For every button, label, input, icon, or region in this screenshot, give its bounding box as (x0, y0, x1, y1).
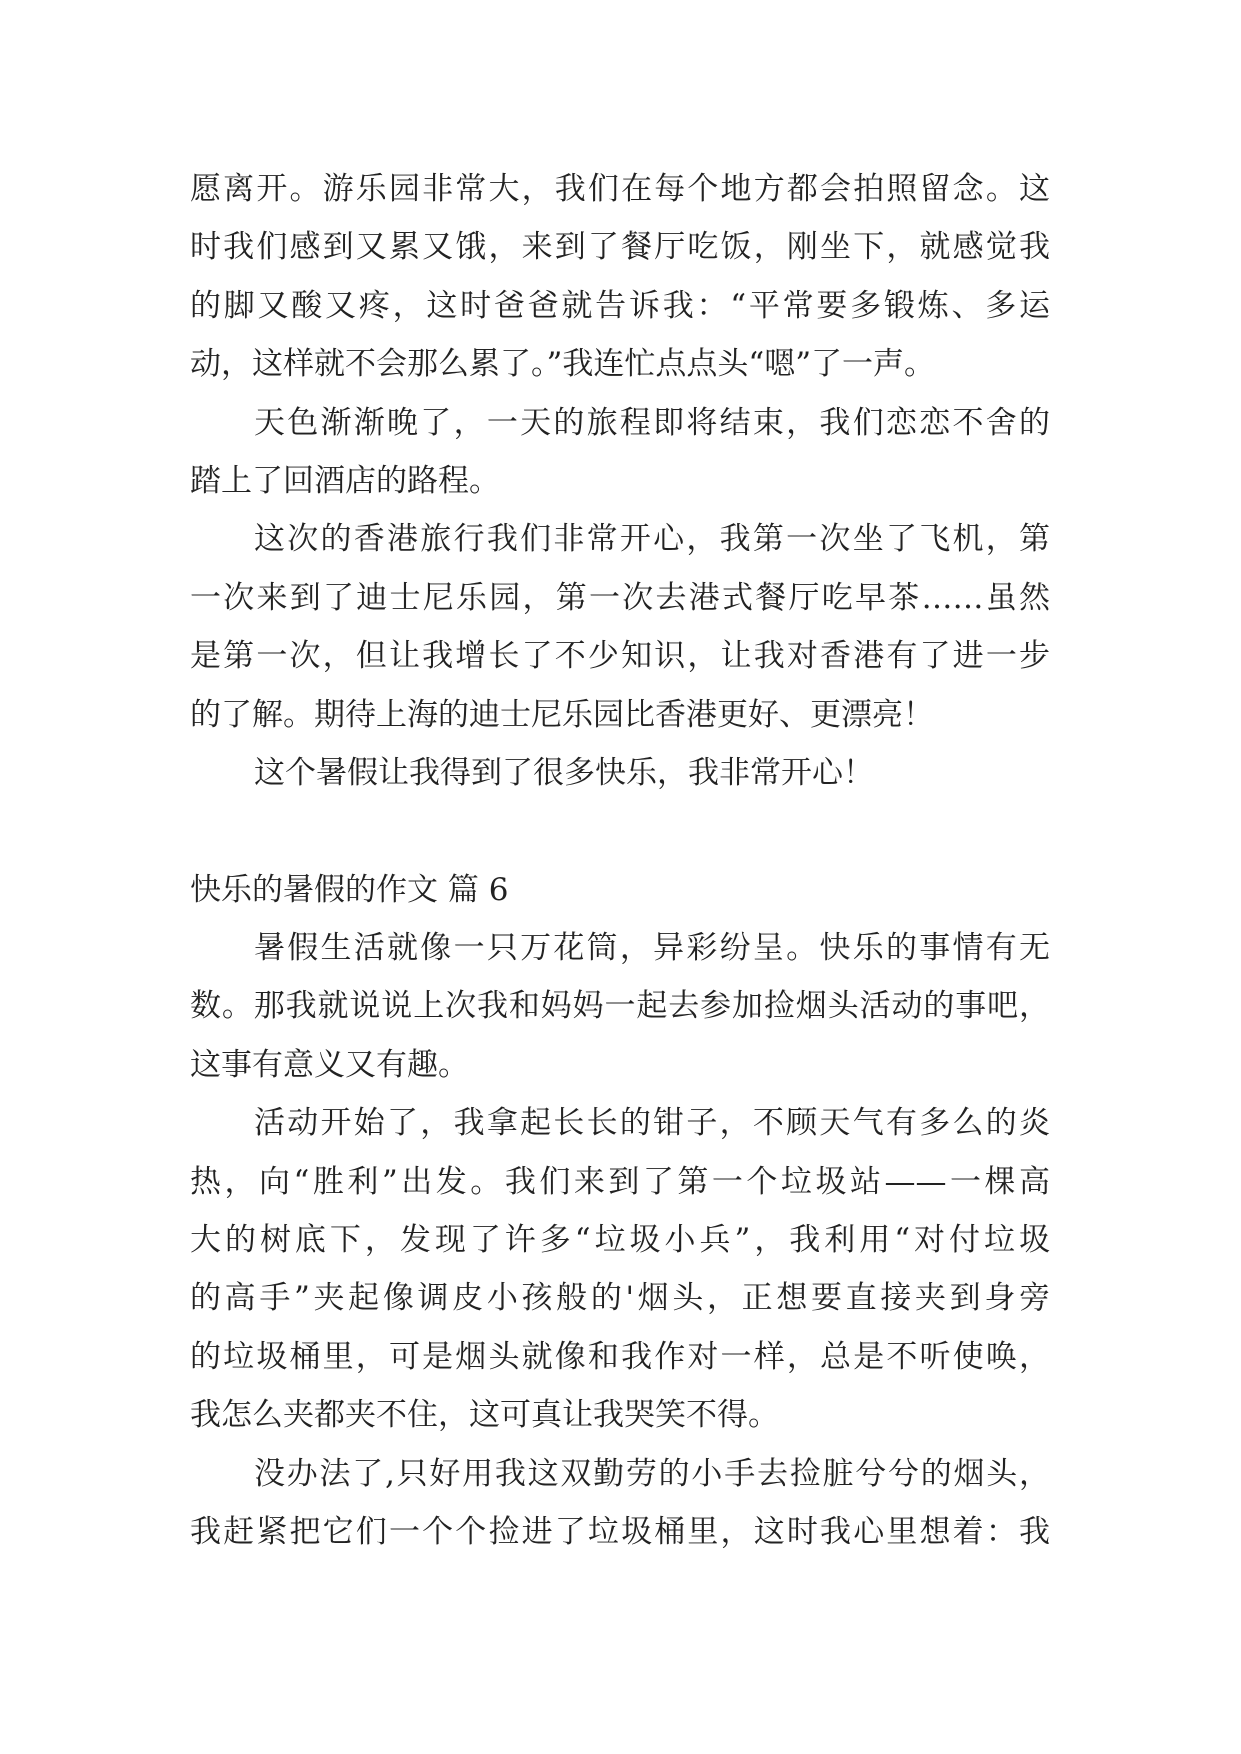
text-line: 这次的香港旅行我们非常开心，我第一次坐了飞机，第 (254, 521, 1050, 558)
text-line: 大的树底下，发现了许多“垃圾小兵”，我利用“对付垃圾 (190, 1222, 1050, 1259)
text-line: 的脚又酸又疼，这时爸爸就告诉我：“平常要多锻炼、多运 (190, 287, 1050, 324)
blank-line (190, 802, 1050, 860)
text-line: 热，向“胜利”出发。我们来到了第一个垃圾站——一棵高 (190, 1163, 1050, 1200)
text-line: 的垃圾桶里，可是烟头就像和我作对一样，总是不听使唤， (190, 1338, 1050, 1375)
text-line: 一次来到了迪士尼乐园，第一次去港式餐厅吃早茶……虽然 (190, 579, 1050, 616)
paragraph (190, 510, 1050, 744)
text-line: 我赶紧把它们一个个捡进了垃圾桶里，这时我心里想着：我 (190, 1513, 1050, 1550)
text-line: 的高手”夹起像调皮小孩般的'烟头，正想要直接夹到身旁 (190, 1280, 1050, 1317)
paragraph (190, 160, 1050, 394)
text-line: 这事有意义又有趣。 (190, 1046, 469, 1083)
text-line: 活动开始了，我拿起长长的钳子，不顾天气有多么的炎 (254, 1105, 1050, 1142)
text-line: 动，这样就不会那么累了。”我连忙点点头“嗯”了一声。 (190, 346, 936, 383)
text-line: 踏上了回酒店的路程。 (190, 462, 500, 499)
text-line: 的了解。期待上海的迪士尼乐园比香港更好、更漂亮！ (190, 696, 934, 733)
text-line: 愿离开。游乐园非常大，我们在每个地方都会拍照留念。这 (190, 171, 1050, 207)
text-line: 我怎么夹都夹不住，这可真让我哭笑不得。 (190, 1397, 779, 1434)
text-line: 没办法了,只好用我这双勤劳的小手去捡脏兮兮的烟头， (254, 1455, 1050, 1492)
paragraph (190, 394, 1050, 511)
paragraph (190, 919, 1050, 1094)
paragraph (190, 1445, 1050, 1562)
paragraph (190, 1094, 1050, 1444)
text-line: 天色渐渐晚了，一天的旅程即将结束，我们恋恋不舍的 (254, 404, 1050, 441)
text-line: 暑假生活就像一只万花筒，异彩纷呈。快乐的事情有无 (254, 930, 1050, 967)
paragraph (190, 744, 1050, 802)
text-line: 数。那我就说说上次我和妈妈一起去参加捡烟头活动的事吧， (190, 988, 1050, 1025)
page-content (190, 160, 1050, 1561)
section-heading: 快乐的暑假的作文 篇 6 (190, 871, 509, 908)
text-line: 是第一次，但让我增长了不少知识，让我对香港有了进一步 (190, 638, 1050, 675)
text-line: 这个暑假让我得到了很多快乐，我非常开心！ (254, 754, 874, 791)
text-line: 时我们感到又累又饿，来到了餐厅吃饭，刚坐下，就感觉我 (190, 229, 1050, 266)
